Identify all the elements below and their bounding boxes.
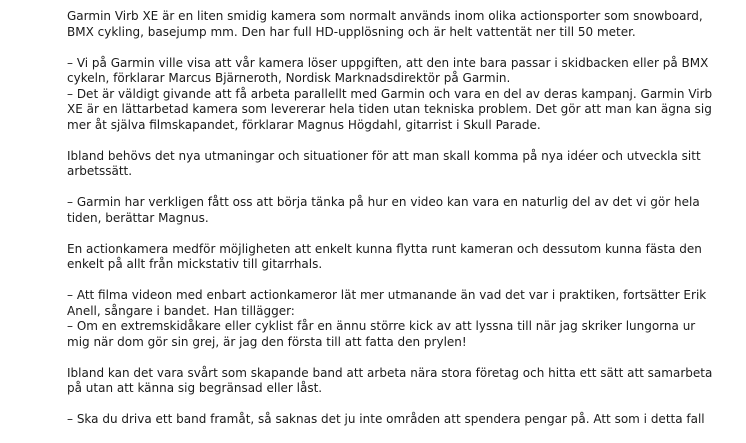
text-line: cykeln, förklarar Marcus Bjärneroth, Nordisk Marknadsdirektör på Garmin.: [67, 71, 511, 85]
document-page: [67, 9, 713, 443]
paragraph-new-challenges: [67, 148, 701, 180]
text-line: – Det är väldigt givande att få arbeta parallellt med Garmin och vara en del av deras kampanj. Garmin Virb: [67, 86, 713, 101]
text-line: tiden, berättar Magnus.: [67, 210, 209, 225]
text-line: Garmin Virb XE är en liten smidig kamera som normalt används inom olika actionsporter som snowboard,: [67, 9, 703, 23]
text-line: på utan att känna sig begränsad eller låst.: [67, 381, 323, 395]
paragraph-action-camera: [67, 241, 702, 273]
text-line: – Att filma videon med enbart actionkameror lät mer utmanande än vad det var i praktiken, fortsätter Erik: [67, 288, 707, 302]
text-line: mer åt själva filmskapandet, förklarar Magnus Högdahl, gitarrist i Skull Parade.: [67, 117, 541, 132]
paragraph-drive-band: [67, 412, 705, 428]
text-line: Ibland behövs det nya utmaningar och situationer för att man skall komma på nya idéer och utveckla sitt: [67, 148, 701, 163]
text-line: XE är en lättarbetad kamera som levererar hela tiden utan tekniska problem. Det gör att man kan ägna sig: [67, 102, 712, 116]
paragraph-quotes-erik: [67, 288, 707, 350]
text-line: mig när dom gör sin grej, är jag den första till att fatta den prylen!: [67, 334, 467, 349]
text-line: – Garmin har verkligen fått oss att börja tänka på hur en video kan vara en naturlig del av det vi gör hela: [67, 195, 700, 209]
text-line: enkelt på allt från mickstativ till gitarrhals.: [67, 257, 323, 271]
text-line: arbetssätt.: [67, 164, 133, 178]
text-line: En actionkamera medför möjligheten att enkelt kunna flytta runt kameran och dessutom kunna fästa den: [67, 241, 702, 256]
text-line: BMX cykling, basejump mm. Den har full HD-upplösning och är helt vattentät ner till 50 meter.: [67, 24, 636, 39]
text-line: Anell, sångare i bandet. Han tillägger:: [67, 303, 295, 318]
text-line: Ibland kan det vara svårt som skapande band att arbeta nära stora företag och hitta ett sätt att samarbeta: [67, 365, 713, 380]
paragraph-quotes-garmin-magnus: [67, 55, 713, 134]
paragraph-collaboration: [67, 365, 713, 397]
text-line: – Ska du driva ett band framåt, så saknas det ju inte områden att spendera pengar på. Att som i detta fall: [67, 412, 705, 426]
paragraph-quote-magnus: [67, 195, 700, 226]
text-line: – Vi på Garmin ville visa att vår kamera löser uppgiften, att den inte bara passar i skidbacken eller på BMX: [67, 55, 709, 70]
paragraph-intro: [67, 9, 703, 40]
text-line: – Om en extremskidåkare eller cyklist får en ännu större kick av att lyssna till när jag skriker lungorna ur: [67, 319, 696, 333]
